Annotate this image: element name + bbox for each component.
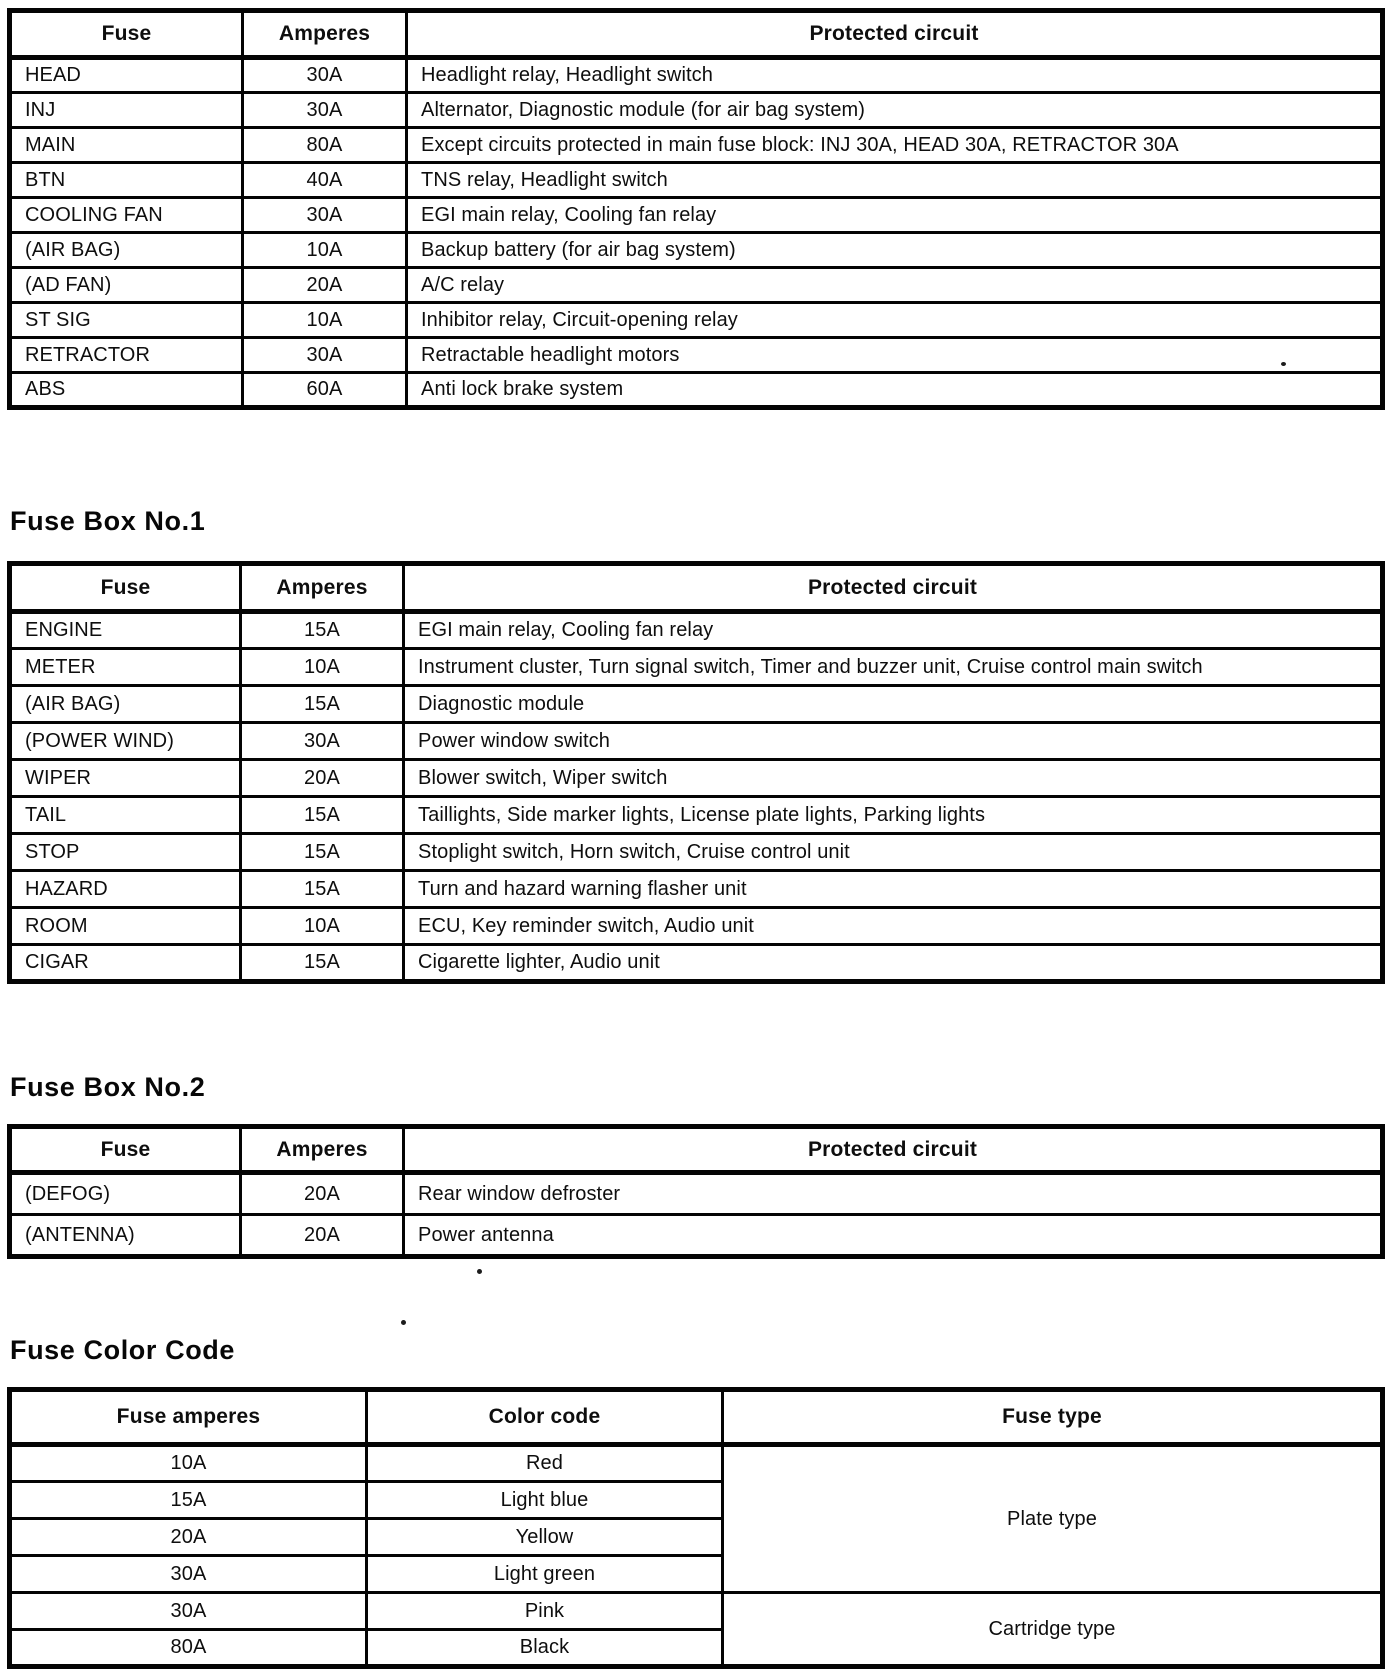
- table-row: [10, 268, 1383, 303]
- protected-circuit-cell: Instrument cluster, Turn signal switch, Timer and buzzer unit, Cruise control main switch: [404, 649, 1383, 686]
- table-header-row: [10, 564, 1383, 612]
- protected-circuit-cell: TNS relay, Headlight switch: [407, 163, 1383, 198]
- color-code-cell: Light blue: [367, 1482, 723, 1519]
- amperes-cell: 15A: [241, 612, 404, 649]
- table-row: [10, 303, 1383, 338]
- column-header-protected-circuit: Protected circuit: [407, 11, 1383, 58]
- table-row: [10, 338, 1383, 373]
- amperes-cell: 40A: [243, 163, 407, 198]
- table-row: [10, 1215, 1383, 1257]
- fuse-box-2-table: [7, 1124, 1385, 1259]
- table-row: [10, 93, 1383, 128]
- section-heading-fuse-box-1: Fuse Box No.1: [10, 506, 206, 536]
- fuse-name-cell: ABS: [10, 373, 243, 408]
- table-header-row: [10, 11, 1383, 58]
- column-header-amperes: Amperes: [241, 1127, 404, 1173]
- table-header-row: [10, 1127, 1383, 1173]
- amperes-cell: 20A: [241, 1215, 404, 1257]
- fuse-name-cell: (DEFOG): [10, 1173, 241, 1215]
- amperes-cell: 30A: [10, 1593, 367, 1630]
- amperes-cell: 80A: [10, 1630, 367, 1667]
- fuse-color-code-table: [7, 1387, 1385, 1669]
- table-row: [10, 686, 1383, 723]
- table-row: [10, 723, 1383, 760]
- protected-circuit-cell: Except circuits protected in main fuse block: INJ 30A, HEAD 30A, RETRACTOR 30A: [407, 128, 1383, 163]
- table-row: [10, 908, 1383, 945]
- column-header-fuse-amperes: Fuse amperes: [10, 1390, 367, 1445]
- table-header-row: [10, 1390, 1383, 1445]
- amperes-cell: 60A: [243, 373, 407, 408]
- fuse-name-cell: ROOM: [10, 908, 241, 945]
- table-row: [10, 58, 1383, 93]
- table-row: [10, 871, 1383, 908]
- fuse-name-cell: STOP: [10, 834, 241, 871]
- table-row: [10, 797, 1383, 834]
- amperes-cell: 15A: [241, 871, 404, 908]
- amperes-cell: 20A: [10, 1519, 367, 1556]
- fuse-box-1-table: [7, 561, 1385, 984]
- column-header-amperes: Amperes: [241, 564, 404, 612]
- amperes-cell: 30A: [243, 338, 407, 373]
- fuse-name-cell: INJ: [10, 93, 243, 128]
- scan-artifact-dot: [1281, 362, 1286, 366]
- amperes-cell: 15A: [10, 1482, 367, 1519]
- fuse-type-cell: Plate type: [723, 1445, 1383, 1593]
- section-heading-fuse-box-2: Fuse Box No.2: [10, 1072, 206, 1102]
- color-code-cell: Yellow: [367, 1519, 723, 1556]
- amperes-cell: 15A: [241, 945, 404, 982]
- amperes-cell: 15A: [241, 797, 404, 834]
- scan-artifact-dot: [401, 1320, 406, 1325]
- amperes-cell: 20A: [243, 268, 407, 303]
- protected-circuit-cell: Headlight relay, Headlight switch: [407, 58, 1383, 93]
- column-header-fuse: Fuse: [10, 11, 243, 58]
- fuse-name-cell: (POWER WIND): [10, 723, 241, 760]
- table-row: [10, 1173, 1383, 1215]
- section-heading-fuse-color-code: Fuse Color Code: [10, 1335, 236, 1365]
- fuse-name-cell: RETRACTOR: [10, 338, 243, 373]
- fuse-type-cell: Cartridge type: [723, 1593, 1383, 1667]
- fuse-name-cell: BTN: [10, 163, 243, 198]
- color-code-cell: Black: [367, 1630, 723, 1667]
- main-fuse-block-table: [7, 8, 1385, 410]
- protected-circuit-cell: Backup battery (for air bag system): [407, 233, 1383, 268]
- protected-circuit-cell: Retractable headlight motors: [407, 338, 1383, 373]
- fuse-name-cell: HAZARD: [10, 871, 241, 908]
- fuse-name-cell: WIPER: [10, 760, 241, 797]
- table-row: [10, 233, 1383, 268]
- table-row: [10, 163, 1383, 198]
- table-row: [10, 760, 1383, 797]
- protected-circuit-cell: EGI main relay, Cooling fan relay: [404, 612, 1383, 649]
- fuse-name-cell: ST SIG: [10, 303, 243, 338]
- table-row: [10, 198, 1383, 233]
- column-header-protected-circuit: Protected circuit: [404, 1127, 1383, 1173]
- table-row: [10, 834, 1383, 871]
- protected-circuit-cell: Rear window defroster: [404, 1173, 1383, 1215]
- protected-circuit-cell: Stoplight switch, Horn switch, Cruise control unit: [404, 834, 1383, 871]
- column-header-protected-circuit: Protected circuit: [404, 564, 1383, 612]
- fuse-name-cell: (AIR BAG): [10, 233, 243, 268]
- protected-circuit-cell: Diagnostic module: [404, 686, 1383, 723]
- table-row: [10, 945, 1383, 982]
- protected-circuit-cell: ECU, Key reminder switch, Audio unit: [404, 908, 1383, 945]
- protected-circuit-cell: Power antenna: [404, 1215, 1383, 1257]
- protected-circuit-cell: EGI main relay, Cooling fan relay: [407, 198, 1383, 233]
- fuse-name-cell: METER: [10, 649, 241, 686]
- protected-circuit-cell: Turn and hazard warning flasher unit: [404, 871, 1383, 908]
- fuse-name-cell: MAIN: [10, 128, 243, 163]
- amperes-cell: 30A: [243, 198, 407, 233]
- protected-circuit-cell: A/C relay: [407, 268, 1383, 303]
- fuse-name-cell: COOLING FAN: [10, 198, 243, 233]
- amperes-cell: 30A: [241, 723, 404, 760]
- table-row: [10, 1593, 1383, 1630]
- amperes-cell: 30A: [243, 58, 407, 93]
- amperes-cell: 15A: [241, 834, 404, 871]
- protected-circuit-cell: Cigarette lighter, Audio unit: [404, 945, 1383, 982]
- amperes-cell: 10A: [241, 908, 404, 945]
- protected-circuit-cell: Inhibitor relay, Circuit-opening relay: [407, 303, 1383, 338]
- fuse-name-cell: (AIR BAG): [10, 686, 241, 723]
- protected-circuit-cell: Alternator, Diagnostic module (for air bag system): [407, 93, 1383, 128]
- column-header-amperes: Amperes: [243, 11, 407, 58]
- amperes-cell: 20A: [241, 760, 404, 797]
- table-row: [10, 128, 1383, 163]
- amperes-cell: 80A: [243, 128, 407, 163]
- table-row: [10, 649, 1383, 686]
- column-header-fuse: Fuse: [10, 564, 241, 612]
- protected-circuit-cell: Anti lock brake system: [407, 373, 1383, 408]
- table-row: [10, 612, 1383, 649]
- fuse-name-cell: HEAD: [10, 58, 243, 93]
- scan-artifact-dot: [477, 1269, 482, 1274]
- amperes-cell: 10A: [243, 233, 407, 268]
- amperes-cell: 10A: [241, 649, 404, 686]
- amperes-cell: 30A: [243, 93, 407, 128]
- fuse-name-cell: TAIL: [10, 797, 241, 834]
- column-header-color-code: Color code: [367, 1390, 723, 1445]
- amperes-cell: 30A: [10, 1556, 367, 1593]
- color-code-cell: Light green: [367, 1556, 723, 1593]
- amperes-cell: 20A: [241, 1173, 404, 1215]
- column-header-fuse-type: Fuse type: [723, 1390, 1383, 1445]
- table-row: [10, 373, 1383, 408]
- color-code-cell: Red: [367, 1445, 723, 1482]
- protected-circuit-cell: Power window switch: [404, 723, 1383, 760]
- amperes-cell: 10A: [10, 1445, 367, 1482]
- protected-circuit-cell: Taillights, Side marker lights, License plate lights, Parking lights: [404, 797, 1383, 834]
- fuse-name-cell: ENGINE: [10, 612, 241, 649]
- table-row: [10, 1445, 1383, 1482]
- fuse-name-cell: CIGAR: [10, 945, 241, 982]
- column-header-fuse: Fuse: [10, 1127, 241, 1173]
- fuse-name-cell: (AD FAN): [10, 268, 243, 303]
- fuse-name-cell: (ANTENNA): [10, 1215, 241, 1257]
- amperes-cell: 15A: [241, 686, 404, 723]
- color-code-cell: Pink: [367, 1593, 723, 1630]
- amperes-cell: 10A: [243, 303, 407, 338]
- protected-circuit-cell: Blower switch, Wiper switch: [404, 760, 1383, 797]
